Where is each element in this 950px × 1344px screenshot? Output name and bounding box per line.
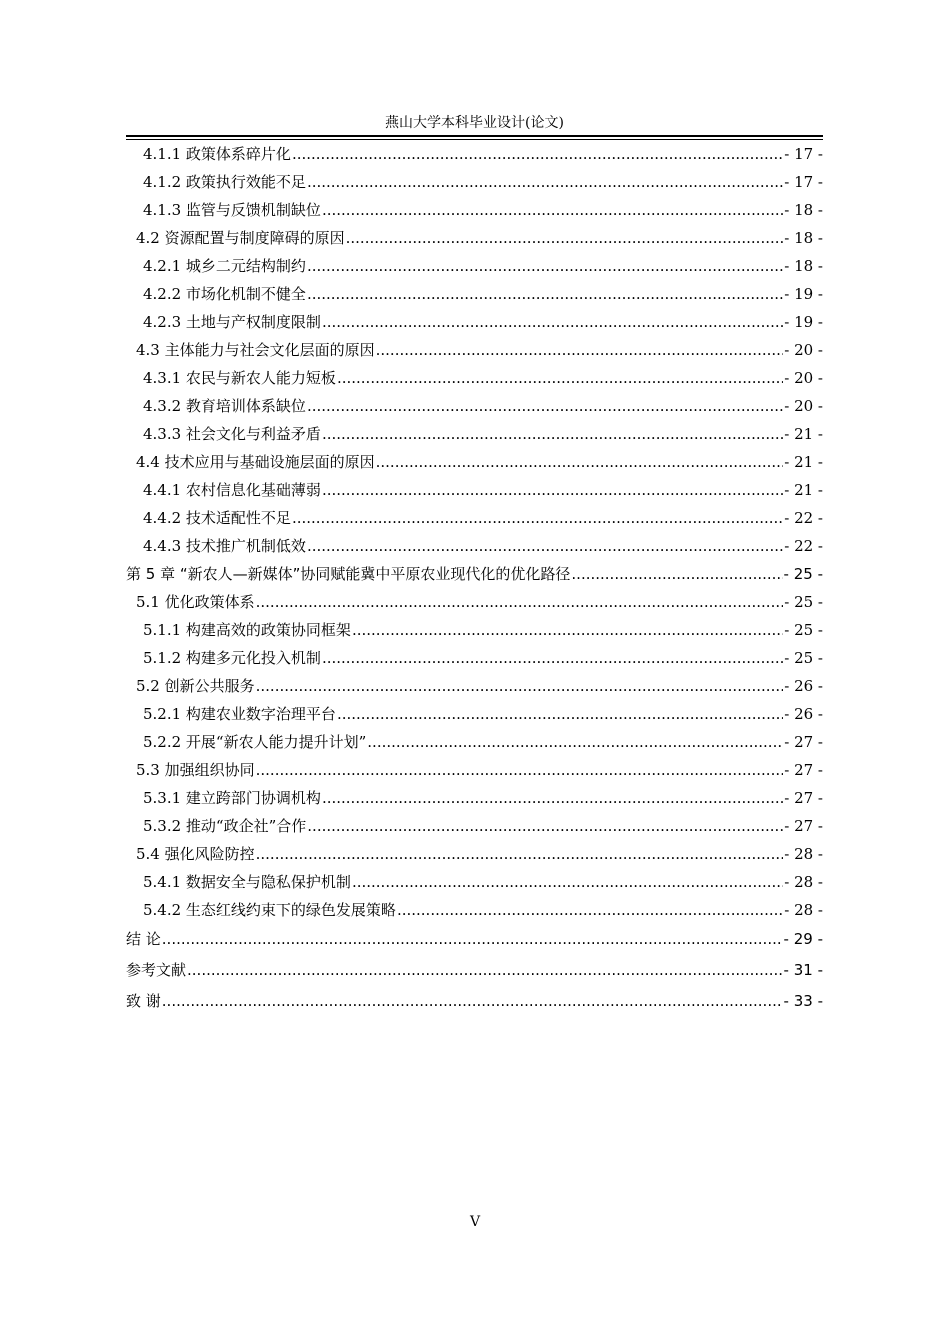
toc-entry-title: 4.1.2 政策执行效能不足 <box>143 173 306 191</box>
toc-entry-title: 参考文献 <box>126 961 187 979</box>
toc-leader-dots <box>292 504 783 532</box>
toc-leader-dots <box>376 336 784 364</box>
toc-entry-page: - 21 - <box>784 425 823 443</box>
toc-entry-title: 5.1.2 构建多元化投入机制 <box>143 649 321 667</box>
toc-leader-dots <box>307 812 783 840</box>
toc-entry[interactable] <box>126 812 823 840</box>
toc-leader-dots <box>256 588 784 616</box>
toc-leader-dots <box>322 476 783 504</box>
toc-entry-title: 5.2.2 开展“新农人能力提升计划” <box>143 733 367 751</box>
toc-entry-title: 5.4 强化风险防控 <box>136 845 255 863</box>
toc-entry-page: - 19 - <box>784 313 823 331</box>
toc-leader-dots <box>337 700 783 728</box>
toc-entry-title: 5.4.1 数据安全与隐私保护机制 <box>143 873 351 891</box>
toc-entry-title: 5.2.1 构建农业数字治理平台 <box>143 705 336 723</box>
toc-entry-title: 4.3.3 社会文化与利益矛盾 <box>143 425 321 443</box>
toc-leader-dots <box>256 840 784 868</box>
toc-entry-page: - 18 - <box>784 229 823 247</box>
toc-entry-title: 4.1.3 监管与反馈机制缺位 <box>143 201 321 219</box>
toc-entry-page: - 28 - <box>784 901 823 919</box>
toc-entry-title: 4.2.1 城乡二元结构制约 <box>143 257 306 275</box>
toc-entry-title: 4.4.2 技术适配性不足 <box>143 509 291 527</box>
toc-entry-page: - 28 - <box>784 845 823 863</box>
toc-entry-page: - 25 - <box>783 565 823 583</box>
toc-entry-title: 结 论 <box>126 930 161 948</box>
toc-entry[interactable] <box>126 308 823 336</box>
toc-leader-dots <box>256 672 784 700</box>
table-of-contents <box>126 140 823 1017</box>
toc-entry[interactable] <box>126 784 823 812</box>
toc-entry[interactable] <box>126 364 823 392</box>
toc-entry-title: 4.3 主体能力与社会文化层面的原因 <box>136 341 375 359</box>
toc-entry[interactable] <box>126 280 823 308</box>
toc-entry-page: - 20 - <box>784 369 823 387</box>
toc-entry[interactable] <box>126 196 823 224</box>
toc-leader-dots <box>307 168 783 196</box>
toc-entry[interactable] <box>126 644 823 672</box>
toc-entry-title: 4.2.2 市场化机制不健全 <box>143 285 306 303</box>
toc-entry-page: - 27 - <box>784 789 823 807</box>
header-rule-thick <box>126 135 823 137</box>
toc-leader-dots <box>162 986 783 1017</box>
toc-entry[interactable] <box>126 756 823 784</box>
toc-entry[interactable] <box>126 448 823 476</box>
toc-leader-dots <box>337 364 783 392</box>
toc-leader-dots <box>322 420 783 448</box>
toc-entry-title: 5.3 加强组织协同 <box>136 761 255 779</box>
toc-leader-dots <box>322 308 783 336</box>
toc-leader-dots <box>376 448 784 476</box>
toc-leader-dots <box>307 280 783 308</box>
toc-entry-page: - 27 - <box>784 761 823 779</box>
toc-entry-page: - 18 - <box>784 257 823 275</box>
toc-entry[interactable] <box>126 955 823 986</box>
toc-entry-title: 5.3.2 推动“政企社”合作 <box>143 817 307 835</box>
toc-entry-page: - 20 - <box>784 397 823 415</box>
toc-entry-title: 5.1 优化政策体系 <box>136 593 255 611</box>
toc-entry[interactable] <box>126 896 823 924</box>
toc-entry-page: - 31 - <box>783 961 823 979</box>
toc-leader-dots <box>322 196 783 224</box>
toc-entry-page: - 20 - <box>784 341 823 359</box>
toc-entry-page: - 25 - <box>784 649 823 667</box>
toc-entry[interactable] <box>126 336 823 364</box>
toc-entry-page: - 22 - <box>784 537 823 555</box>
page-number: V <box>469 1214 481 1230</box>
toc-entry-page: - 26 - <box>784 705 823 723</box>
toc-entry-title: 4.2 资源配置与制度障碍的原因 <box>136 229 345 247</box>
toc-entry[interactable] <box>126 924 823 955</box>
toc-entry[interactable] <box>126 140 823 168</box>
toc-leader-dots <box>256 756 784 784</box>
toc-entry-title: 4.2.3 土地与产权制度限制 <box>143 313 321 331</box>
toc-entry-title: 5.1.1 构建高效的政策协同框架 <box>143 621 351 639</box>
toc-entry-page: - 18 - <box>784 201 823 219</box>
toc-leader-dots <box>307 252 783 280</box>
toc-entry[interactable] <box>126 560 823 588</box>
toc-entry-title: 4.1.1 政策体系碎片化 <box>143 145 291 163</box>
toc-entry[interactable] <box>126 420 823 448</box>
toc-entry-page: - 21 - <box>784 453 823 471</box>
toc-leader-dots <box>307 532 783 560</box>
toc-entry[interactable] <box>126 616 823 644</box>
toc-leader-dots <box>162 924 783 955</box>
toc-entry-title: 致 谢 <box>126 992 161 1010</box>
toc-entry-title: 4.4.1 农村信息化基础薄弱 <box>143 481 321 499</box>
toc-entry-page: - 27 - <box>784 817 823 835</box>
toc-entry-page: - 17 - <box>784 173 823 191</box>
toc-entry[interactable] <box>126 986 823 1017</box>
toc-leader-dots <box>367 728 783 756</box>
toc-entry-page: - 25 - <box>784 621 823 639</box>
toc-entry[interactable] <box>126 504 823 532</box>
toc-entry-page: - 21 - <box>784 481 823 499</box>
toc-entry-title: 5.2 创新公共服务 <box>136 677 255 695</box>
toc-entry[interactable] <box>126 392 823 420</box>
toc-leader-dots <box>292 140 783 168</box>
toc-entry[interactable] <box>126 252 823 280</box>
toc-entry-title: 第 5 章 “新农人—新媒体”协同赋能冀中平原农业现代化的优化路径 <box>126 565 571 583</box>
toc-entry-page: - 22 - <box>784 509 823 527</box>
toc-entry-page: - 33 - <box>783 992 823 1010</box>
toc-entry-page: - 19 - <box>784 285 823 303</box>
toc-leader-dots <box>397 896 783 924</box>
toc-entry-title: 5.3.1 建立跨部门协调机构 <box>143 789 321 807</box>
toc-entry-title: 4.4 技术应用与基础设施层面的原因 <box>136 453 375 471</box>
toc-entry[interactable] <box>126 476 823 504</box>
toc-entry[interactable] <box>126 224 823 252</box>
toc-leader-dots <box>571 560 782 588</box>
toc-entry[interactable] <box>126 868 823 896</box>
toc-leader-dots <box>352 868 783 896</box>
toc-entry[interactable] <box>126 532 823 560</box>
toc-entry-page: - 29 - <box>783 930 823 948</box>
toc-entry-page: - 28 - <box>784 873 823 891</box>
toc-leader-dots <box>187 955 783 986</box>
toc-entry-page: - 17 - <box>784 145 823 163</box>
toc-entry-title: 4.3.1 农民与新农人能力短板 <box>143 369 336 387</box>
toc-entry[interactable] <box>126 840 823 868</box>
toc-entry[interactable] <box>126 588 823 616</box>
toc-entry-page: - 27 - <box>784 733 823 751</box>
toc-leader-dots <box>346 224 784 252</box>
toc-entry[interactable] <box>126 168 823 196</box>
toc-entry-page: - 26 - <box>784 677 823 695</box>
toc-entry-title: 4.3.2 教育培训体系缺位 <box>143 397 306 415</box>
toc-entry-page: - 25 - <box>784 593 823 611</box>
page-header: 燕山大学本科毕业设计(论文) <box>385 115 564 131</box>
toc-entry-title: 4.4.3 技术推广机制低效 <box>143 537 306 555</box>
toc-leader-dots <box>307 392 783 420</box>
toc-leader-dots <box>322 644 783 672</box>
toc-leader-dots <box>352 616 783 644</box>
toc-leader-dots <box>322 784 783 812</box>
toc-entry[interactable] <box>126 672 823 700</box>
toc-entry[interactable] <box>126 728 823 756</box>
toc-entry-title: 5.4.2 生态红线约束下的绿色发展策略 <box>143 901 396 919</box>
toc-entry[interactable] <box>126 700 823 728</box>
